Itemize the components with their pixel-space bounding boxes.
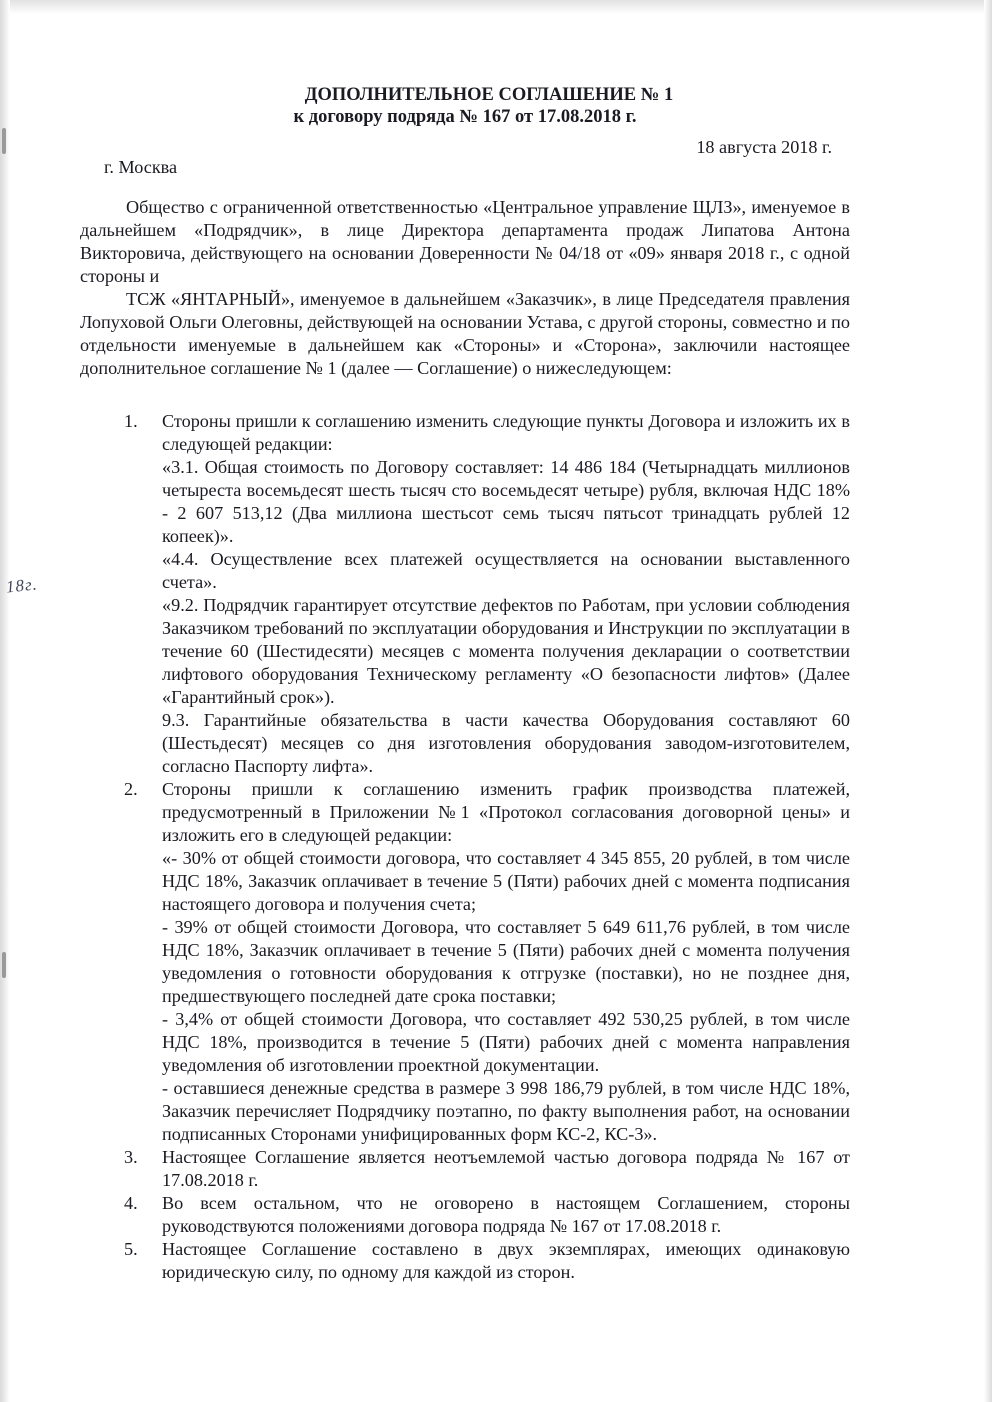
city: г. Москва [104,157,178,177]
item-paragraph: Стороны пришли к соглашению изменить следующие пункты Договора и изложить их в следующей редакции: [162,411,850,454]
scan-edge-left [0,0,10,1402]
punch-hole [2,128,6,154]
item-paragraph: - оставшиеся денежные средства в размере 3 998 186,79 рублей, в том числе НДС 18%, Заказчик перечисляет Подрядчику поэтапно, по факту выполнения работ, на основании подписанных Сторонами унифицированных форм КС-2, КС-3». [162,1078,850,1144]
margin-handwritten-note: 18г. [5,574,39,597]
title-line-1: ДОПОЛНИТЕЛЬНОЕ СОГЛАШЕНИЕ № 1 [304,85,674,105]
agreement-items [80,410,850,1284]
item-number: 3. [124,1147,138,1167]
item-number: 4. [124,1193,138,1213]
item-paragraph: «- 30% от общей стоимости договора, что составляет 4 345 855, 20 рублей, в том числе НДС 18%, Заказчик оплачивает в течение 5 (Пяти) рабочих дней с момента подписания настоящего договора и получения счета; [162,848,850,914]
punch-hole [2,952,6,978]
item-paragraph: Настоящее Соглашение является неотъемлемой частью договора подряда № 167 от 17.08.2018 г. [162,1147,850,1190]
preamble-contractor: Общество с ограниченной ответственностью «Центральное управление ЩЛЗ», именуемое в дальнейшем «Подрядчик», в лице Директора департамента продаж Липатова Антона Викторовича, действующего на основании Доверенности № 04/18 от «09» января 2018 г., с одной стороны и [80,197,850,286]
preamble-customer: ТСЖ «ЯНТАРНЫЙ», именуемое в дальнейшем «Заказчик», в лице Председателя правления Лопуховой Ольги Олеговны, действующей на основании Устава, с другой стороны, совместно и по отдельности именуемые в дальнейшем как «Стороны» и «Сторона», заключили настоящее дополнительное соглашение № 1 (далее — Соглашение) о нижеследующем: [80,289,850,378]
item-paragraph: «9.2. Подрядчик гарантирует отсутствие дефектов по Работам, при условии соблюдения Заказчиком требований по эксплуатации оборудования и Инструкции по эксплуатации в течение 60 (Шестидесяти) месяцев с момента получения декларации о соответствии лифтового оборудования Техническому регламенту «О безопасности лифтов» (Далее «Гарантийный срок»). [162,595,850,707]
scan-edge-top [0,0,992,14]
agreement-item [80,1146,850,1192]
title-line-2: к договору подряда № 167 от 17.08.2018 г. [293,107,637,127]
document-title [80,84,850,128]
item-paragraph: «3.1. Общая стоимость по Договору составляет: 14 486 184 (Четырнадцать миллионов четыреста восемьдесят шесть тысяч сто восемьдесят четыре) рубля, включая НДС 18% - 2 607 513,12 (Два миллиона шестьсот семь тысяч пятьсот тринадцать рублей 12 копеек)». [162,457,850,546]
item-paragraph: 9.3. Гарантийные обязательства в части качества Оборудования составляют 60 (Шестьдесят) месяцев со дня изготовления оборудования заводом-изготовителем, согласно Паспорту лифта». [162,710,850,776]
document-date: 18 августа 2018 г. [696,137,832,157]
item-paragraph: Стороны пришли к соглашению изменить график производства платежей, предусмотренный в Приложении №1 «Протокол согласования договорной цены» и изложить его в следующей редакции: [162,779,850,845]
item-paragraph: Во всем остальном, что не оговорено в настоящем Соглашением, стороны руководствуются положениями договора подряда № 167 от 17.08.2018 г. [162,1193,850,1236]
item-number: 2. [124,779,138,799]
item-number: 5. [124,1239,138,1259]
scan-edge-right [984,0,992,1402]
item-number: 1. [124,411,138,431]
document-page [80,84,850,1284]
agreement-item [80,410,850,778]
item-paragraph: Настоящее Соглашение составлено в двух экземплярах, имеющих одинаковую юридическую силу, по одному для каждой из сторон. [162,1239,850,1282]
item-paragraph: - 3,4% от общей стоимости Договора, что составляет 492 530,25 рублей, в том числе НДС 18%, производится в течение 5 (Пяти) рабочих дней с момента направления уведомления об изготовлении проектной документации. [162,1009,850,1075]
item-paragraph: - 39% от общей стоимости Договора, что составляет 5 649 611,76 рублей, в том числе НДС 18%, Заказчик оплачивает в течение 5 (Пяти) рабочих дней с момента получения уведомления о готовности оборудования к отгрузке (поставки), но не позднее дня, предшествующего последней дате срока поставки; [162,917,850,1006]
agreement-item [80,1192,850,1238]
place-date-row [80,136,850,196]
agreement-item [80,778,850,1146]
agreement-item [80,1238,850,1284]
item-paragraph: «4.4. Осуществление всех платежей осуществляется на основании выставленного счета». [162,549,850,592]
